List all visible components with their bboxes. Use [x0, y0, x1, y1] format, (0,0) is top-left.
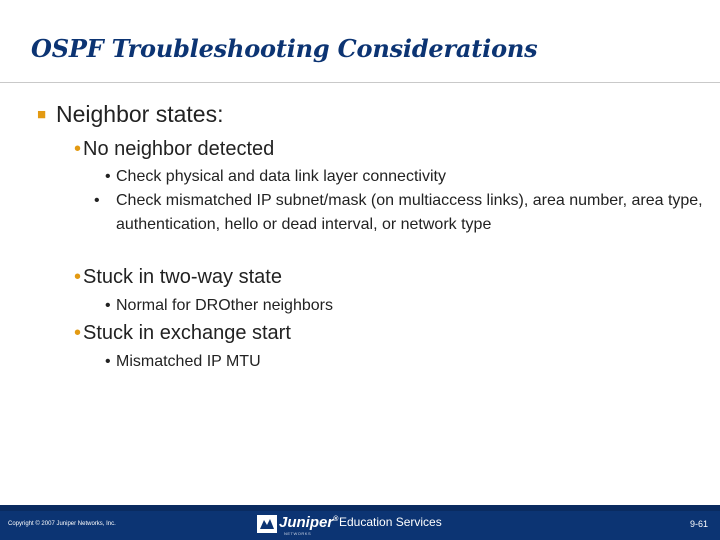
dot-bullet-icon: •: [74, 138, 82, 160]
dot-bullet-icon: •: [105, 353, 111, 370]
dot-bullet-icon: •: [74, 266, 82, 288]
section-label: Stuck in exchange start: [83, 322, 291, 344]
copyright-text: Copyright © 2007 Juniper Networks, Inc.: [8, 521, 116, 527]
item-text: Normal for DROther neighbors: [116, 297, 333, 314]
juniper-logo-icon: [257, 515, 277, 533]
section-label: No neighbor detected: [83, 138, 275, 160]
sub-bullet-connectivity: [105, 165, 695, 189]
juniper-logo-subtext: NETWORKS: [284, 531, 312, 536]
item-text: Check mismatched IP subnet/mask (on multiaccess links), area number, area type, authentication, hello or dead interval, or network type: [116, 192, 703, 233]
heading-text: Neighbor states:: [56, 101, 224, 127]
education-services-label: Education Services: [339, 515, 442, 529]
dot-bullet-icon: •: [74, 322, 82, 344]
bullet-exchange-start: [74, 322, 291, 345]
footer-shade: [0, 505, 720, 511]
bullet-two-way: [74, 266, 282, 289]
dot-bullet-icon: •: [105, 168, 111, 185]
page-number: 9-61: [689, 519, 708, 529]
sub-bullet-drother: [105, 294, 695, 318]
dot-bullet-icon: •: [94, 192, 100, 209]
item-text: Mismatched IP MTU: [116, 353, 261, 370]
bullet-no-neighbor: [74, 138, 274, 161]
bullet-neighbor-states: [37, 101, 223, 128]
square-bullet-icon: ■: [37, 106, 47, 123]
juniper-logo-text: Juniper®: [279, 514, 339, 531]
sub-bullet-mismatch: [94, 189, 706, 237]
slide-title: OSPF Troubleshooting Considerations: [31, 34, 538, 63]
section-label: Stuck in two-way state: [83, 266, 282, 288]
title-divider: [0, 82, 720, 83]
item-text: Check physical and data link layer connectivity: [116, 168, 446, 185]
dot-bullet-icon: •: [105, 297, 111, 314]
sub-bullet-mtu: [105, 350, 695, 374]
footer-bar: [0, 505, 720, 540]
